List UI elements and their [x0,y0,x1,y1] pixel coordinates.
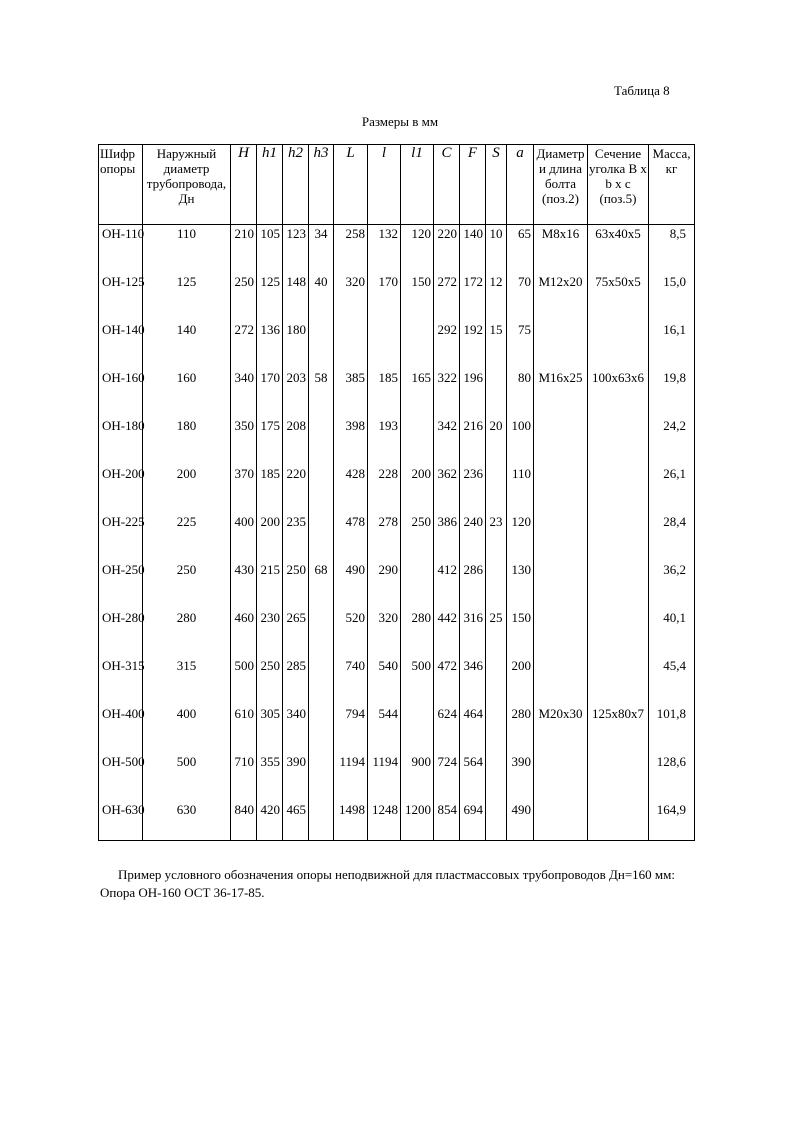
cell-l1: 200 [401,465,434,513]
cell-l1: 165 [401,369,434,417]
cell-a: 280 [507,705,534,753]
cell-H: 500 [231,657,257,705]
cell-mass: 164,9 [649,801,695,841]
cell-bolt: М20х30 [534,705,588,753]
cell-F: 140 [460,225,486,274]
cell-a: 200 [507,657,534,705]
cell-code: ОН-125 [99,273,143,321]
header-angle: Сечение уголка B x b x c (поз.5) [588,145,649,225]
cell-C: 412 [434,561,460,609]
cell-l1: 1200 [401,801,434,841]
header-L: L [334,145,368,225]
cell-angle: 125х80х7 [588,705,649,753]
table-row [99,369,695,417]
cell-F: 694 [460,801,486,841]
cell-bolt [534,657,588,705]
table-row [99,465,695,513]
cell-C: 442 [434,609,460,657]
cell-l: 193 [368,417,401,465]
cell-angle [588,465,649,513]
cell-h3 [309,513,334,561]
cell-bolt [534,609,588,657]
table-row [99,753,695,801]
cell-dn: 160 [143,369,231,417]
cell-l: 320 [368,609,401,657]
cell-angle [588,321,649,369]
cell-bolt [534,321,588,369]
cell-F: 196 [460,369,486,417]
cell-S: 23 [486,513,507,561]
cell-C: 272 [434,273,460,321]
cell-L: 258 [334,225,368,274]
cell-dn: 500 [143,753,231,801]
cell-L [334,321,368,369]
cell-h2: 265 [283,609,309,657]
table-row [99,273,695,321]
cell-S: 12 [486,273,507,321]
header-h3: h3 [309,145,334,225]
cell-F: 240 [460,513,486,561]
cell-l1: 150 [401,273,434,321]
cell-mass: 16,1 [649,321,695,369]
cell-S: 25 [486,609,507,657]
cell-h1: 420 [257,801,283,841]
cell-mass: 40,1 [649,609,695,657]
cell-bolt [534,753,588,801]
cell-H: 340 [231,369,257,417]
cell-F: 216 [460,417,486,465]
header-h2: h2 [283,145,309,225]
cell-dn: 315 [143,657,231,705]
cell-F: 564 [460,753,486,801]
cell-L: 740 [334,657,368,705]
table-number: Таблица 8 [614,83,670,98]
cell-H: 710 [231,753,257,801]
cell-l1 [401,705,434,753]
cell-H: 350 [231,417,257,465]
cell-dn: 630 [143,801,231,841]
cell-h2: 285 [283,657,309,705]
cell-a: 120 [507,513,534,561]
cell-l [368,321,401,369]
cell-F: 236 [460,465,486,513]
header-S: S [486,145,507,225]
cell-dn: 225 [143,513,231,561]
cell-H: 400 [231,513,257,561]
table-row [99,801,695,841]
cell-dn: 125 [143,273,231,321]
cell-h2: 250 [283,561,309,609]
cell-h1: 175 [257,417,283,465]
note-text: Пример условного обозначения опоры неподвижной для пластмассовых трубопроводов Дн=160 мм: Опора ОН-160 ОСТ 36-17-85. [100,867,676,900]
cell-H: 250 [231,273,257,321]
cell-h3 [309,417,334,465]
cell-l1: 280 [401,609,434,657]
table-row [99,417,695,465]
cell-l1: 250 [401,513,434,561]
cell-bolt [534,561,588,609]
cell-h1: 305 [257,705,283,753]
cell-mass: 45,4 [649,657,695,705]
cell-S [486,801,507,841]
cell-L: 1498 [334,801,368,841]
cell-a: 150 [507,609,534,657]
header-diameter: Наружный диаметр трубопровода, Дн [143,145,231,225]
cell-S [486,369,507,417]
cell-mass: 28,4 [649,513,695,561]
cell-a: 65 [507,225,534,274]
cell-l: 1194 [368,753,401,801]
cell-H: 430 [231,561,257,609]
cell-h3 [309,609,334,657]
cell-h1: 200 [257,513,283,561]
header-H: H [231,145,257,225]
cell-h3 [309,321,334,369]
cell-angle: 75х50х5 [588,273,649,321]
cell-F: 346 [460,657,486,705]
cell-angle [588,561,649,609]
cell-F: 316 [460,609,486,657]
cell-h2: 208 [283,417,309,465]
cell-bolt [534,465,588,513]
cell-dn: 110 [143,225,231,274]
cell-mass: 101,8 [649,705,695,753]
cell-angle: 63х40х5 [588,225,649,274]
table-row [99,321,695,369]
cell-code: ОН-140 [99,321,143,369]
cell-C: 854 [434,801,460,841]
cell-h1: 250 [257,657,283,705]
cell-C: 472 [434,657,460,705]
cell-mass: 128,6 [649,753,695,801]
cell-h2: 340 [283,705,309,753]
cell-h1: 105 [257,225,283,274]
cell-a: 130 [507,561,534,609]
cell-code: ОН-160 [99,369,143,417]
cell-l1 [401,417,434,465]
cell-h1: 185 [257,465,283,513]
units-caption: Размеры в мм [361,114,439,129]
cell-S [486,561,507,609]
cell-angle [588,417,649,465]
header-a: a [507,145,534,225]
cell-h1: 170 [257,369,283,417]
cell-dn: 200 [143,465,231,513]
cell-h1: 125 [257,273,283,321]
cell-code: ОН-225 [99,513,143,561]
cell-a: 80 [507,369,534,417]
cell-h2: 220 [283,465,309,513]
cell-H: 370 [231,465,257,513]
cell-l: 185 [368,369,401,417]
table-row [99,513,695,561]
cell-mass: 36,2 [649,561,695,609]
cell-code: ОН-400 [99,705,143,753]
header-h1: h1 [257,145,283,225]
cell-h2: 465 [283,801,309,841]
cell-bolt: М8х16 [534,225,588,274]
header-code: Шифр опоры [99,145,143,225]
cell-h2: 148 [283,273,309,321]
cell-l1: 900 [401,753,434,801]
cell-h3 [309,753,334,801]
cell-l: 1248 [368,801,401,841]
cell-angle [588,657,649,705]
header-F: F [460,145,486,225]
cell-L: 320 [334,273,368,321]
cell-mass: 8,5 [649,225,695,274]
cell-C: 724 [434,753,460,801]
cell-code: ОН-180 [99,417,143,465]
cell-C: 624 [434,705,460,753]
table-row [99,609,695,657]
cell-l1: 120 [401,225,434,274]
cell-angle: 100х63х6 [588,369,649,417]
cell-angle [588,801,649,841]
cell-bolt [534,801,588,841]
header-mass: Масса, кг [649,145,695,225]
cell-code: ОН-200 [99,465,143,513]
cell-a: 75 [507,321,534,369]
cell-F: 172 [460,273,486,321]
cell-dn: 250 [143,561,231,609]
cell-angle [588,753,649,801]
cell-h3 [309,705,334,753]
table-row [99,225,695,274]
cell-l: 132 [368,225,401,274]
cell-H: 460 [231,609,257,657]
cell-h2: 123 [283,225,309,274]
cell-S [486,753,507,801]
cell-angle [588,609,649,657]
cell-F: 192 [460,321,486,369]
cell-F: 464 [460,705,486,753]
cell-l: 278 [368,513,401,561]
cell-h1: 355 [257,753,283,801]
cell-H: 210 [231,225,257,274]
cell-H: 840 [231,801,257,841]
header-l1: l1 [401,145,434,225]
cell-C: 362 [434,465,460,513]
cell-a: 390 [507,753,534,801]
cell-h3: 40 [309,273,334,321]
table-row [99,657,695,705]
cell-C: 386 [434,513,460,561]
cell-bolt: М12х20 [534,273,588,321]
cell-a: 490 [507,801,534,841]
cell-S [486,657,507,705]
cell-h1: 215 [257,561,283,609]
cell-h3: 68 [309,561,334,609]
cell-C: 342 [434,417,460,465]
cell-angle [588,513,649,561]
cell-h3 [309,801,334,841]
cell-l: 544 [368,705,401,753]
cell-l: 228 [368,465,401,513]
cell-a: 110 [507,465,534,513]
cell-L: 428 [334,465,368,513]
cell-h2: 203 [283,369,309,417]
cell-L: 478 [334,513,368,561]
header-row [99,145,695,225]
table-body [99,225,695,841]
dimensions-table [98,144,695,841]
cell-l1: 500 [401,657,434,705]
cell-C: 322 [434,369,460,417]
cell-h2: 390 [283,753,309,801]
cell-dn: 140 [143,321,231,369]
cell-code: ОН-250 [99,561,143,609]
cell-S: 20 [486,417,507,465]
cell-l: 290 [368,561,401,609]
cell-h3: 58 [309,369,334,417]
cell-L: 385 [334,369,368,417]
cell-H: 272 [231,321,257,369]
cell-L: 794 [334,705,368,753]
cell-code: ОН-110 [99,225,143,274]
cell-F: 286 [460,561,486,609]
cell-S: 10 [486,225,507,274]
cell-l1 [401,321,434,369]
cell-l1 [401,561,434,609]
table-row [99,705,695,753]
cell-dn: 180 [143,417,231,465]
cell-mass: 26,1 [649,465,695,513]
header-bolt: Диаметр и длина болта (поз.2) [534,145,588,225]
cell-bolt [534,417,588,465]
cell-bolt: М16х25 [534,369,588,417]
cell-S: 15 [486,321,507,369]
cell-bolt [534,513,588,561]
cell-l: 170 [368,273,401,321]
cell-L: 1194 [334,753,368,801]
cell-h1: 230 [257,609,283,657]
cell-h1: 136 [257,321,283,369]
cell-code: ОН-500 [99,753,143,801]
cell-code: ОН-630 [99,801,143,841]
table-row [99,561,695,609]
cell-code: ОН-280 [99,609,143,657]
cell-S [486,705,507,753]
cell-h3 [309,657,334,705]
cell-C: 292 [434,321,460,369]
cell-a: 70 [507,273,534,321]
cell-mass: 19,8 [649,369,695,417]
cell-h2: 235 [283,513,309,561]
cell-L: 520 [334,609,368,657]
header-l: l [368,145,401,225]
cell-dn: 400 [143,705,231,753]
cell-h2: 180 [283,321,309,369]
cell-dn: 280 [143,609,231,657]
cell-mass: 24,2 [649,417,695,465]
cell-a: 100 [507,417,534,465]
cell-L: 398 [334,417,368,465]
header-C: C [434,145,460,225]
cell-S [486,465,507,513]
cell-C: 220 [434,225,460,274]
cell-h3: 34 [309,225,334,274]
designation-example [100,866,700,902]
cell-l: 540 [368,657,401,705]
cell-L: 490 [334,561,368,609]
cell-H: 610 [231,705,257,753]
cell-mass: 15,0 [649,273,695,321]
cell-h3 [309,465,334,513]
cell-code: ОН-315 [99,657,143,705]
